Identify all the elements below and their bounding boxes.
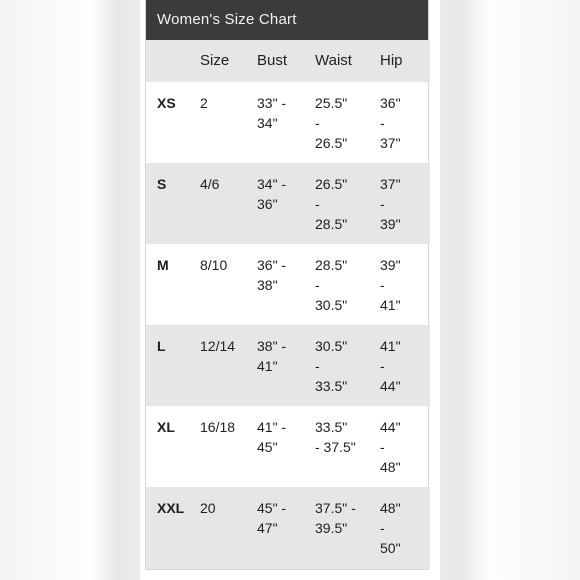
- hip-cell: 37" - 39": [380, 176, 401, 232]
- header-size: Size: [200, 52, 230, 69]
- table-row: [146, 487, 430, 569]
- table-row: [146, 163, 430, 244]
- table-row: [146, 82, 430, 163]
- waist-cell: 28.5" - 30.5": [315, 257, 348, 313]
- table-row: [146, 325, 430, 406]
- header-row: [146, 40, 430, 82]
- header-label: [146, 40, 200, 82]
- waist-cell: 30.5" - 33.5": [315, 338, 348, 394]
- waist-cell: 26.5" - 28.5": [315, 176, 348, 232]
- bust-cell: 33" - 34": [257, 95, 287, 131]
- size-label-cell: L: [157, 338, 166, 354]
- chart-title: Women's Size Chart: [146, 0, 428, 40]
- bust-cell: 38" - 41": [257, 338, 287, 374]
- table-row: [146, 406, 430, 487]
- hip-cell: 48" - 50": [380, 500, 401, 556]
- waist-cell: 25.5" - 26.5": [315, 95, 348, 151]
- size-label-cell: XL: [157, 419, 175, 435]
- size-cell: 16/18: [200, 419, 236, 435]
- size-cell: 2: [200, 95, 208, 111]
- header-waist: Waist: [315, 52, 352, 69]
- bust-cell: 36" - 38": [257, 257, 287, 293]
- background-shadow-right: [440, 0, 490, 580]
- waist-cell: 37.5" - 39.5": [315, 500, 356, 536]
- hip-cell: 36" - 37": [380, 95, 401, 151]
- bust-cell: 41" - 45": [257, 419, 287, 455]
- size-cell: 20: [200, 500, 216, 516]
- table-row: [146, 244, 430, 325]
- bust-cell: 34" - 36": [257, 176, 287, 212]
- size-label-cell: XXL: [157, 500, 185, 516]
- background-right: [480, 0, 580, 580]
- size-chart-table: [146, 40, 430, 569]
- size-label-cell: S: [157, 176, 167, 192]
- background-shadow-left: [90, 0, 140, 580]
- waist-cell: 33.5" - 37.5": [315, 419, 356, 455]
- size-label-cell: M: [157, 257, 169, 273]
- size-cell: 8/10: [200, 257, 228, 273]
- size-label-cell: XS: [157, 95, 176, 111]
- header-bust: Bust: [257, 52, 288, 69]
- header-hip: Hip: [380, 52, 403, 69]
- hip-cell: 39" - 41": [380, 257, 401, 313]
- background-left: [0, 0, 100, 580]
- bust-cell: 45" - 47": [257, 500, 287, 536]
- hip-cell: 41" - 44": [380, 338, 401, 394]
- hip-cell: 44" - 48": [380, 419, 401, 475]
- size-cell: 12/14: [200, 338, 236, 354]
- size-cell: 4/6: [200, 176, 220, 192]
- size-chart-card: [145, 0, 429, 570]
